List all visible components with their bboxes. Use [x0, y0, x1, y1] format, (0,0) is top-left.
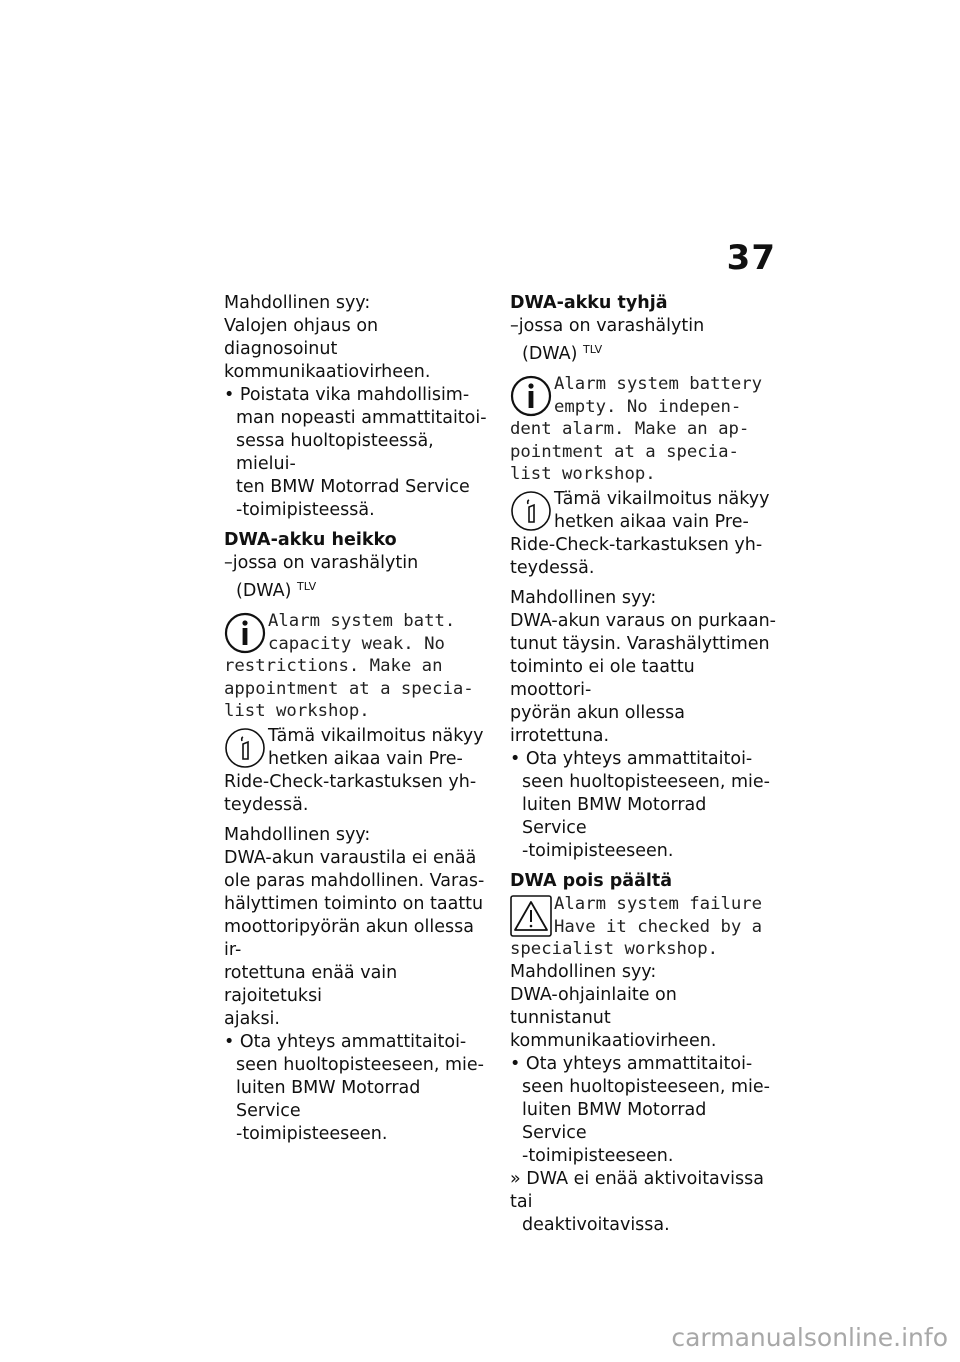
- action-bullet: • Ota yhteys ammattitaitoi-: [224, 1031, 467, 1052]
- cause-label: Mahdollinen syy:: [224, 293, 371, 313]
- cause-text: ajaksi.: [224, 1008, 280, 1029]
- info-icon: [510, 375, 552, 417]
- action-text: luiten BMW Motorrad Service: [236, 1077, 421, 1121]
- warning-message-block: [510, 893, 776, 961]
- note-text: hetken aikaa vain Pre-: [268, 748, 463, 769]
- action-text: ten BMW Motorrad Service: [236, 477, 470, 497]
- cause-label: Mahdollinen syy:: [510, 961, 657, 982]
- action-text: luiten BMW Motorrad Service: [522, 1099, 707, 1143]
- display-message: Alarm system failure: [554, 893, 763, 914]
- action-text: -toimipisteeseen.: [236, 1123, 388, 1144]
- action-text: seen huoltopisteeseen, mie-: [236, 1054, 484, 1075]
- note-info-icon: [510, 490, 552, 532]
- action-text: seen huoltopisteeseen, mie-: [522, 1076, 770, 1097]
- display-message: list workshop.: [224, 701, 370, 722]
- note-text: Tämä vikailmoitus näkyy: [554, 488, 770, 509]
- cause-text: toiminto ei ole taattu moottori-: [510, 656, 695, 700]
- right-column: [510, 292, 776, 1237]
- action-bullet: • Ota yhteys ammattitaitoi-: [510, 748, 753, 769]
- action-bullet: • Ota yhteys ammattitaitoi-: [510, 1053, 753, 1074]
- section-heading: DWA pois päältä: [510, 870, 673, 891]
- section-heading: DWA-akku tyhjä: [510, 293, 668, 313]
- cause-text: DWA-akun varaustila ei enää: [224, 847, 477, 868]
- section-heading: DWA-akku heikko: [224, 530, 397, 550]
- cause-text: Valojen ohjaus on diagnosoinut: [224, 316, 379, 359]
- note-info-icon: [224, 727, 266, 769]
- cause-text: ole paras mahdollinen. Varas-: [224, 870, 485, 891]
- display-message: appointment at a specia-: [224, 678, 474, 699]
- result-text: deaktivoitavissa.: [522, 1214, 670, 1235]
- note-text: Tämä vikailmoitus näkyy: [268, 725, 484, 746]
- display-message: dent alarm. Make an ap-: [510, 419, 750, 440]
- page-number: 37: [726, 238, 776, 278]
- result-text: » DWA ei enää aktivoitavissa tai: [510, 1168, 764, 1212]
- warning-triangle-icon: [510, 895, 552, 937]
- tlv-superscript: TLV: [583, 343, 603, 356]
- action-text: -toimipisteeseen.: [522, 1145, 674, 1166]
- action-text: seen huoltopisteeseen, mie-: [522, 771, 770, 792]
- display-message: list workshop.: [510, 464, 656, 485]
- display-message: empty. No indepen-: [554, 396, 742, 417]
- display-message: Alarm system batt.: [268, 611, 456, 631]
- cause-text: kommunikaatiovirheen.: [224, 362, 431, 382]
- action-text: sessa huoltopisteessä, mielui-: [236, 431, 434, 474]
- action-text: -toimipisteeseen.: [522, 840, 674, 861]
- display-message: restrictions. Make an: [224, 656, 443, 677]
- display-message: Have it checked by a: [554, 916, 763, 937]
- cause-text: tunut täysin. Varashälyttimen: [510, 633, 770, 654]
- note-text: teydessä.: [224, 794, 309, 815]
- section-subtitle: (DWA) $^{TLV}$: [236, 580, 317, 601]
- cause-text: pyörän akun ollessa irrotettuna.: [510, 702, 685, 746]
- action-text: luiten BMW Motorrad Service: [522, 794, 707, 838]
- note-text: Ride-Check-tarkastuksen yh-: [224, 771, 477, 792]
- section-subtitle: –jossa on varashälytin: [510, 316, 705, 336]
- display-message: pointment at a specia-: [510, 441, 739, 462]
- action-text: -toimipisteessä.: [236, 500, 375, 520]
- action-bullet: • Poistata vika mahdollisim-: [224, 385, 470, 405]
- cause-text: DWA-ohjainlaite on tunnistanut: [510, 984, 677, 1028]
- section-subtitle: (DWA) $^{TLV}$: [522, 343, 603, 364]
- left-column: [224, 292, 490, 1146]
- note-block: [510, 488, 776, 580]
- note-text: hetken aikaa vain Pre-: [554, 511, 749, 532]
- display-message: specialist workshop.: [510, 939, 719, 960]
- cause-text: hälyttimen toiminto on taattu: [224, 893, 484, 914]
- display-message: capacity weak. No: [268, 633, 445, 654]
- note-text: Ride-Check-tarkastuksen yh-: [510, 534, 763, 555]
- cause-text: rotettuna enää vain rajoitetuksi: [224, 962, 398, 1006]
- note-text: teydessä.: [510, 557, 595, 578]
- cause-text: kommunikaatiovirheen.: [510, 1030, 717, 1051]
- display-message: Alarm system battery: [554, 374, 763, 394]
- info-message-block: [510, 373, 776, 486]
- note-block: [224, 725, 490, 817]
- tlv-superscript: TLV: [297, 580, 317, 593]
- action-text: man nopeasti ammattitaitoi-: [236, 408, 487, 428]
- cause-text: DWA-akun varaus on purkaan-: [510, 610, 776, 631]
- cause-text: moottoripyörän akun ollessa ir-: [224, 916, 474, 960]
- cause-label: Mahdollinen syy:: [510, 587, 657, 608]
- info-icon: [224, 612, 266, 654]
- watermark: carmanualsonline.info: [671, 1323, 948, 1352]
- info-message-block: [224, 610, 490, 723]
- cause-label: Mahdollinen syy:: [224, 824, 371, 845]
- section-subtitle: –jossa on varashälytin: [224, 553, 419, 573]
